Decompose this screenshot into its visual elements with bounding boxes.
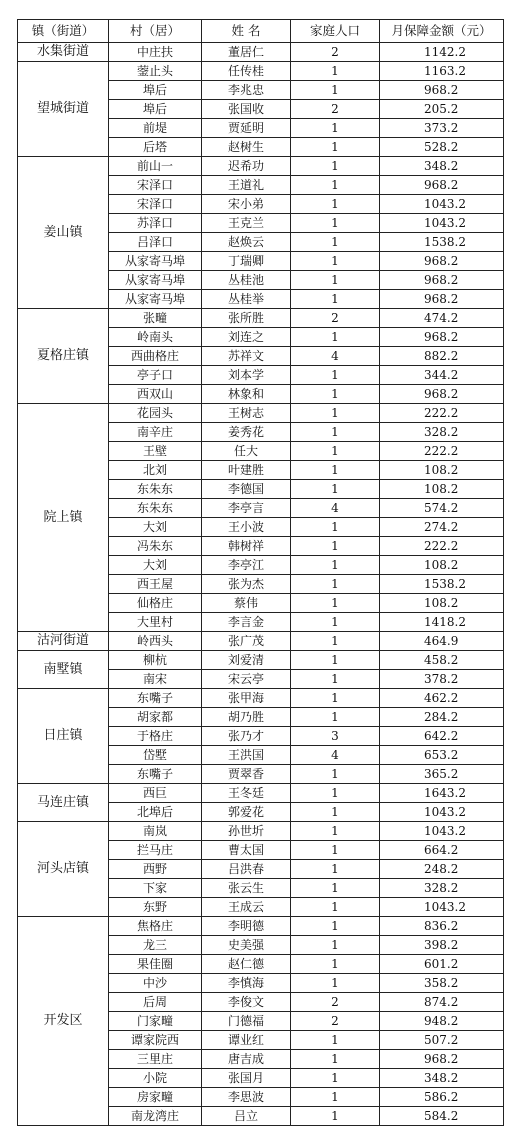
name-cell: 王道礼	[202, 176, 291, 195]
table-row	[18, 62, 504, 81]
monthly-amount-cell: 222.2	[380, 404, 504, 423]
household-size-cell: 1	[291, 461, 380, 480]
household-size-cell: 1	[291, 689, 380, 708]
household-size-cell: 1	[291, 157, 380, 176]
village-cell: 谭家院西	[109, 1031, 202, 1050]
household-size-cell: 4	[291, 347, 380, 366]
town-cell: 开发区	[18, 917, 109, 1126]
village-cell: 南辛庄	[109, 423, 202, 442]
household-size-cell: 1	[291, 423, 380, 442]
household-size-cell: 1	[291, 613, 380, 632]
household-size-cell: 1	[291, 442, 380, 461]
town-cell: 望城街道	[18, 62, 109, 157]
town-cell: 马连庄镇	[18, 784, 109, 822]
header-village: 村（居）	[109, 20, 202, 43]
town-cell: 夏格庄镇	[18, 309, 109, 404]
name-cell: 蔡伟	[202, 594, 291, 613]
name-cell: 史美强	[202, 936, 291, 955]
village-cell: 王壁	[109, 442, 202, 461]
village-cell: 西巨	[109, 784, 202, 803]
header-household-size: 家庭人口	[291, 20, 380, 43]
household-size-cell: 1	[291, 1107, 380, 1126]
village-cell: 于格庄	[109, 727, 202, 746]
monthly-amount-cell: 968.2	[380, 176, 504, 195]
household-size-cell: 1	[291, 803, 380, 822]
town-cell: 沽河街道	[18, 632, 109, 651]
monthly-amount-cell: 1643.2	[380, 784, 504, 803]
name-cell: 曹太国	[202, 841, 291, 860]
name-cell: 张云生	[202, 879, 291, 898]
household-size-cell: 1	[291, 214, 380, 233]
monthly-amount-cell: 464.9	[380, 632, 504, 651]
household-size-cell: 1	[291, 651, 380, 670]
name-cell: 宋云亭	[202, 670, 291, 689]
household-size-cell: 3	[291, 727, 380, 746]
village-cell: 东嘴子	[109, 689, 202, 708]
village-cell: 前山一	[109, 157, 202, 176]
household-size-cell: 1	[291, 1088, 380, 1107]
town-cell: 院上镇	[18, 404, 109, 632]
town-cell: 日庄镇	[18, 689, 109, 784]
name-cell: 张为杰	[202, 575, 291, 594]
village-cell: 后塔	[109, 138, 202, 157]
village-cell: 拦马庄	[109, 841, 202, 860]
name-cell: 丁瑞卿	[202, 252, 291, 271]
monthly-amount-cell: 458.2	[380, 651, 504, 670]
household-size-cell: 1	[291, 404, 380, 423]
name-cell: 李明德	[202, 917, 291, 936]
allowance-table-container	[17, 19, 504, 1126]
name-cell: 韩树祥	[202, 537, 291, 556]
household-size-cell: 2	[291, 43, 380, 62]
name-cell: 林象和	[202, 385, 291, 404]
household-size-cell: 1	[291, 1069, 380, 1088]
monthly-amount-cell: 968.2	[380, 271, 504, 290]
monthly-amount-cell: 344.2	[380, 366, 504, 385]
household-size-cell: 1	[291, 632, 380, 651]
monthly-amount-cell: 398.2	[380, 936, 504, 955]
village-cell: 花园头	[109, 404, 202, 423]
name-cell: 门德福	[202, 1012, 291, 1031]
monthly-amount-cell: 1163.2	[380, 62, 504, 81]
name-cell: 王洪国	[202, 746, 291, 765]
monthly-amount-cell: 1538.2	[380, 233, 504, 252]
name-cell: 李俊文	[202, 993, 291, 1012]
village-cell: 大刘	[109, 518, 202, 537]
monthly-amount-cell: 1043.2	[380, 803, 504, 822]
monthly-amount-cell: 1043.2	[380, 214, 504, 233]
village-cell: 三里庄	[109, 1050, 202, 1069]
monthly-amount-cell: 642.2	[380, 727, 504, 746]
monthly-amount-cell: 108.2	[380, 461, 504, 480]
village-cell: 吕泽口	[109, 233, 202, 252]
village-cell: 东朱东	[109, 499, 202, 518]
household-size-cell: 1	[291, 822, 380, 841]
town-cell: 姜山镇	[18, 157, 109, 309]
village-cell: 埠后	[109, 100, 202, 119]
household-size-cell: 1	[291, 936, 380, 955]
household-size-cell: 1	[291, 594, 380, 613]
name-cell: 王树志	[202, 404, 291, 423]
name-cell: 刘连之	[202, 328, 291, 347]
monthly-amount-cell: 205.2	[380, 100, 504, 119]
name-cell: 孙世圻	[202, 822, 291, 841]
monthly-amount-cell: 1043.2	[380, 195, 504, 214]
household-size-cell: 1	[291, 138, 380, 157]
monthly-amount-cell: 1142.2	[380, 43, 504, 62]
monthly-amount-cell: 348.2	[380, 1069, 504, 1088]
household-size-cell: 2	[291, 993, 380, 1012]
village-cell: 苏泽口	[109, 214, 202, 233]
household-size-cell: 1	[291, 366, 380, 385]
monthly-amount-cell: 222.2	[380, 537, 504, 556]
household-size-cell: 1	[291, 328, 380, 347]
household-size-cell: 1	[291, 518, 380, 537]
name-cell: 任大	[202, 442, 291, 461]
monthly-amount-cell: 586.2	[380, 1088, 504, 1107]
monthly-amount-cell: 968.2	[380, 290, 504, 309]
household-size-cell: 1	[291, 176, 380, 195]
household-size-cell: 4	[291, 499, 380, 518]
table-row	[18, 404, 504, 423]
household-size-cell: 2	[291, 100, 380, 119]
town-cell: 水集街道	[18, 43, 109, 62]
table-row	[18, 632, 504, 651]
name-cell: 董居仁	[202, 43, 291, 62]
monthly-amount-cell: 601.2	[380, 955, 504, 974]
village-cell: 前堤	[109, 119, 202, 138]
village-cell: 中庄扶	[109, 43, 202, 62]
monthly-amount-cell: 373.2	[380, 119, 504, 138]
name-cell: 吕立	[202, 1107, 291, 1126]
village-cell: 西曲格庄	[109, 347, 202, 366]
header-name: 姓 名	[202, 20, 291, 43]
household-size-cell: 1	[291, 974, 380, 993]
name-cell: 张广茂	[202, 632, 291, 651]
table-row	[18, 822, 504, 841]
monthly-amount-cell: 108.2	[380, 556, 504, 575]
household-size-cell: 1	[291, 119, 380, 138]
town-cell: 河头店镇	[18, 822, 109, 917]
village-cell: 西王屋	[109, 575, 202, 594]
village-cell: 门家疃	[109, 1012, 202, 1031]
village-cell: 果佳圈	[109, 955, 202, 974]
allowance-table	[17, 19, 504, 1126]
village-cell: 蓥止头	[109, 62, 202, 81]
household-size-cell: 1	[291, 1031, 380, 1050]
name-cell: 丛桂举	[202, 290, 291, 309]
household-size-cell: 1	[291, 955, 380, 974]
monthly-amount-cell: 574.2	[380, 499, 504, 518]
name-cell: 刘本学	[202, 366, 291, 385]
village-cell: 焦格庄	[109, 917, 202, 936]
name-cell: 王小波	[202, 518, 291, 537]
table-row	[18, 784, 504, 803]
monthly-amount-cell: 358.2	[380, 974, 504, 993]
village-cell: 埠后	[109, 81, 202, 100]
name-cell: 谭业红	[202, 1031, 291, 1050]
village-cell: 宋泽口	[109, 176, 202, 195]
monthly-amount-cell: 836.2	[380, 917, 504, 936]
village-cell: 小院	[109, 1069, 202, 1088]
village-cell: 张疃	[109, 309, 202, 328]
monthly-amount-cell: 378.2	[380, 670, 504, 689]
monthly-amount-cell: 968.2	[380, 328, 504, 347]
name-cell: 张甲海	[202, 689, 291, 708]
town-cell: 南墅镇	[18, 651, 109, 689]
monthly-amount-cell: 284.2	[380, 708, 504, 727]
table-header-row	[18, 20, 504, 43]
village-cell: 西双山	[109, 385, 202, 404]
household-size-cell: 1	[291, 62, 380, 81]
name-cell: 李德国	[202, 480, 291, 499]
household-size-cell: 2	[291, 1012, 380, 1031]
monthly-amount-cell: 274.2	[380, 518, 504, 537]
household-size-cell: 1	[291, 1050, 380, 1069]
village-cell: 从家寄马埠	[109, 290, 202, 309]
monthly-amount-cell: 1538.2	[380, 575, 504, 594]
table-body	[18, 43, 504, 1126]
name-cell: 丛桂池	[202, 271, 291, 290]
monthly-amount-cell: 108.2	[380, 480, 504, 499]
name-cell: 吕洪春	[202, 860, 291, 879]
household-size-cell: 2	[291, 309, 380, 328]
monthly-amount-cell: 874.2	[380, 993, 504, 1012]
name-cell: 李慎海	[202, 974, 291, 993]
village-cell: 从家寄马埠	[109, 252, 202, 271]
name-cell: 苏祥文	[202, 347, 291, 366]
monthly-amount-cell: 584.2	[380, 1107, 504, 1126]
village-cell: 东野	[109, 898, 202, 917]
name-cell: 李兆忠	[202, 81, 291, 100]
household-size-cell: 1	[291, 765, 380, 784]
monthly-amount-cell: 664.2	[380, 841, 504, 860]
name-cell: 张国月	[202, 1069, 291, 1088]
monthly-amount-cell: 474.2	[380, 309, 504, 328]
monthly-amount-cell: 968.2	[380, 252, 504, 271]
household-size-cell: 4	[291, 746, 380, 765]
village-cell: 北刘	[109, 461, 202, 480]
household-size-cell: 1	[291, 708, 380, 727]
village-cell: 岱墅	[109, 746, 202, 765]
monthly-amount-cell: 968.2	[380, 385, 504, 404]
monthly-amount-cell: 328.2	[380, 879, 504, 898]
name-cell: 姜秀花	[202, 423, 291, 442]
household-size-cell: 1	[291, 271, 380, 290]
monthly-amount-cell: 462.2	[380, 689, 504, 708]
monthly-amount-cell: 968.2	[380, 81, 504, 100]
monthly-amount-cell: 507.2	[380, 1031, 504, 1050]
village-cell: 大里村	[109, 613, 202, 632]
village-cell: 从家寄马埠	[109, 271, 202, 290]
household-size-cell: 1	[291, 841, 380, 860]
household-size-cell: 1	[291, 575, 380, 594]
household-size-cell: 1	[291, 233, 380, 252]
village-cell: 岭南头	[109, 328, 202, 347]
table-row	[18, 309, 504, 328]
header-town: 镇（街道）	[18, 20, 109, 43]
household-size-cell: 1	[291, 917, 380, 936]
name-cell: 赵仁德	[202, 955, 291, 974]
name-cell: 张乃才	[202, 727, 291, 746]
household-size-cell: 1	[291, 252, 380, 271]
village-cell: 胡家都	[109, 708, 202, 727]
name-cell: 郭爱花	[202, 803, 291, 822]
name-cell: 张国收	[202, 100, 291, 119]
monthly-amount-cell: 365.2	[380, 765, 504, 784]
household-size-cell: 1	[291, 879, 380, 898]
household-size-cell: 1	[291, 670, 380, 689]
name-cell: 张所胜	[202, 309, 291, 328]
village-cell: 北埠后	[109, 803, 202, 822]
household-size-cell: 1	[291, 290, 380, 309]
village-cell: 岭西头	[109, 632, 202, 651]
monthly-amount-cell: 882.2	[380, 347, 504, 366]
village-cell: 南龙湾庄	[109, 1107, 202, 1126]
household-size-cell: 1	[291, 81, 380, 100]
name-cell: 王克兰	[202, 214, 291, 233]
header-monthly-amount: 月保障金额（元）	[380, 20, 504, 43]
name-cell: 王成云	[202, 898, 291, 917]
monthly-amount-cell: 222.2	[380, 442, 504, 461]
village-cell: 中沙	[109, 974, 202, 993]
village-cell: 东朱东	[109, 480, 202, 499]
table-row	[18, 651, 504, 670]
name-cell: 贾延明	[202, 119, 291, 138]
monthly-amount-cell: 968.2	[380, 1050, 504, 1069]
monthly-amount-cell: 1043.2	[380, 898, 504, 917]
name-cell: 李亭言	[202, 499, 291, 518]
household-size-cell: 1	[291, 898, 380, 917]
village-cell: 房家疃	[109, 1088, 202, 1107]
monthly-amount-cell: 1418.2	[380, 613, 504, 632]
village-cell: 后周	[109, 993, 202, 1012]
monthly-amount-cell: 248.2	[380, 860, 504, 879]
village-cell: 柳杭	[109, 651, 202, 670]
name-cell: 李思波	[202, 1088, 291, 1107]
village-cell: 冯朱东	[109, 537, 202, 556]
name-cell: 迟希功	[202, 157, 291, 176]
village-cell: 大刘	[109, 556, 202, 575]
household-size-cell: 1	[291, 556, 380, 575]
table-row	[18, 689, 504, 708]
monthly-amount-cell: 528.2	[380, 138, 504, 157]
monthly-amount-cell: 108.2	[380, 594, 504, 613]
household-size-cell: 1	[291, 480, 380, 499]
name-cell: 任传桂	[202, 62, 291, 81]
name-cell: 贾翠香	[202, 765, 291, 784]
village-cell: 南宋	[109, 670, 202, 689]
village-cell: 仙格庄	[109, 594, 202, 613]
name-cell: 赵树生	[202, 138, 291, 157]
household-size-cell: 1	[291, 385, 380, 404]
name-cell: 刘爱清	[202, 651, 291, 670]
name-cell: 赵焕云	[202, 233, 291, 252]
village-cell: 龙三	[109, 936, 202, 955]
village-cell: 亭子口	[109, 366, 202, 385]
village-cell: 下家	[109, 879, 202, 898]
table-row	[18, 917, 504, 936]
village-cell: 南岚	[109, 822, 202, 841]
name-cell: 王冬廷	[202, 784, 291, 803]
name-cell: 叶建胜	[202, 461, 291, 480]
table-row	[18, 157, 504, 176]
name-cell: 宋小弟	[202, 195, 291, 214]
village-cell: 西野	[109, 860, 202, 879]
monthly-amount-cell: 1043.2	[380, 822, 504, 841]
monthly-amount-cell: 328.2	[380, 423, 504, 442]
household-size-cell: 1	[291, 784, 380, 803]
household-size-cell: 1	[291, 860, 380, 879]
monthly-amount-cell: 948.2	[380, 1012, 504, 1031]
household-size-cell: 1	[291, 195, 380, 214]
monthly-amount-cell: 348.2	[380, 157, 504, 176]
name-cell: 唐吉成	[202, 1050, 291, 1069]
name-cell: 胡乃胜	[202, 708, 291, 727]
table-row	[18, 43, 504, 62]
name-cell: 李言金	[202, 613, 291, 632]
household-size-cell: 1	[291, 537, 380, 556]
monthly-amount-cell: 653.2	[380, 746, 504, 765]
village-cell: 宋泽口	[109, 195, 202, 214]
village-cell: 东嘴子	[109, 765, 202, 784]
name-cell: 李亭江	[202, 556, 291, 575]
